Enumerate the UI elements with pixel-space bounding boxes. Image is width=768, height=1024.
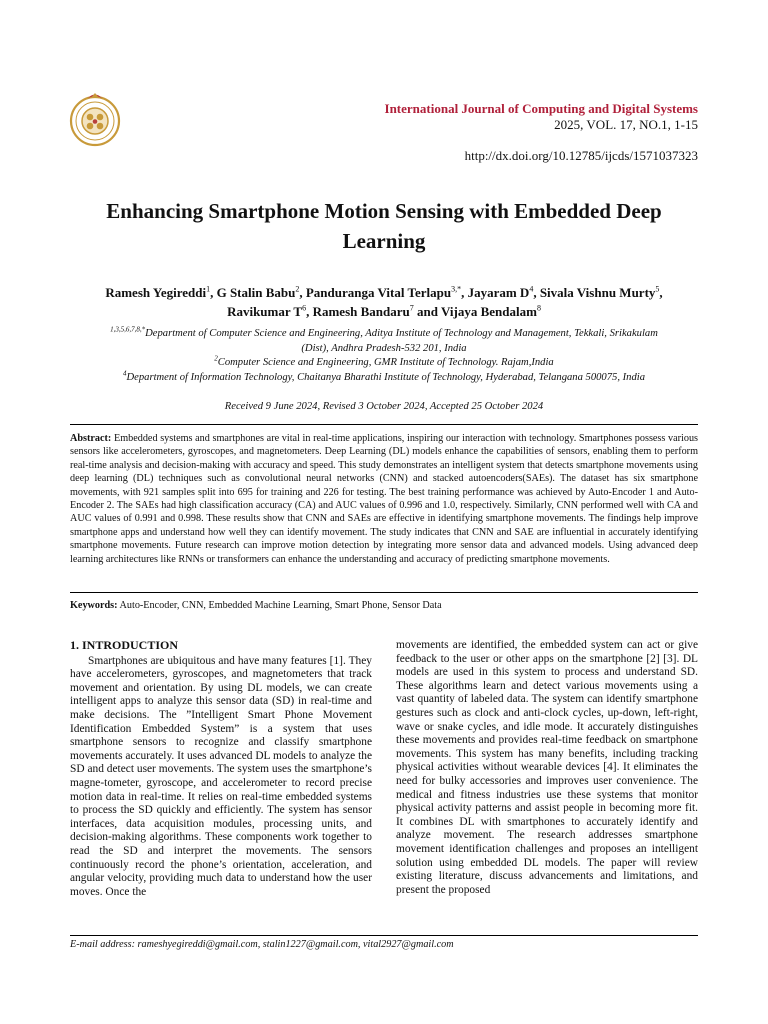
author-sup: 2 bbox=[295, 284, 300, 294]
affiliation-text: Department of Information Technology, Chaitanya Bharathi Institute of Technology, Hyderabad, Telangana 500075, India bbox=[126, 371, 645, 383]
email-footnote: E-mail address: rameshyegireddi@gmail.com, stalin1227@gmail.com, vital2927@gmail.com bbox=[70, 939, 454, 950]
author-sup: 1 bbox=[206, 284, 211, 294]
doi-link[interactable]: http://dx.doi.org/10.12785/ijcds/1571037323 bbox=[464, 148, 698, 163]
author-sup: 8 bbox=[536, 303, 541, 313]
column-right bbox=[396, 639, 698, 897]
abstract-text: Embedded systems and smartphones are vital in real-time applications, inspiring our interaction with technology. Smartphones possess various sensors like accelerometers, gyroscopes, and magnetometers. Deep Learning (DL) models enhance the capabilities of sensors, enabling them to perform real-time analysis and decision-making with accuracy and speed. This study demonstrates an intelligent system that detects smartphone movements using deep learning (DL) techniques such as convolutional neural networks (CNN) and stacked autoencoders(SAEs). The dataset has six smartphone movements, with 921 samples split into 695 for training and 226 for testing. The best training performance was achieved by Auto-Encoder 1 and Auto-Encoder 2. The SAEs had high classification accuracy (CA) and AUC values of 0.996 and 1.0, respectively. Similarly, CNN performed well with CA and AUC values of 0.991 and 0.998. These results show that CNN and SAEs are effective in identifying smartphone movements. The findings help improve smartphone apps and understand how well they can identify movement. The study indicates that CNN and SAE are influential in accurately identifying smartphone movements. Future research can improve motion detection by integrating more sensor data and advanced models. Using advanced deep learning architectures like RNNs or transformers can enhance the understanding and accuracy of predicting smartphone movements. bbox=[70, 433, 699, 565]
author-name: Jayaram D bbox=[467, 285, 530, 300]
keywords-text: Auto-Encoder, CNN, Embedded Machine Learning, Smart Phone, Sensor Data bbox=[119, 600, 442, 611]
journal-info bbox=[385, 101, 698, 133]
abstract-label: Abstract: bbox=[70, 433, 112, 444]
affiliation-1 bbox=[60, 327, 708, 342]
author-list bbox=[60, 283, 708, 321]
affiliations bbox=[60, 327, 708, 385]
intro-paragraph-left: Smartphones are ubiquitous and have many features [1]. They have accelerometers, gyroscopes, and magnetometers that track movement and orientation. By using DL models, we can create intelligent apps to analyze this sensor data (SD) in real-time and make decisions. The ”Intelligent Smart Phone Movement Identification Embedded System” is a system that uses smartphone sensors to recognize and classify smartphone movements accurately. It uses advanced DL models to analyze the SD and detect user movements. The system uses the smartphone’s magne-tometer, gyroscope, and accelerometer to record precise motion data in real-time. It relies on real-time embedded systems to process the SD quickly and efficiently. The system has sensor interfaces, data acquisition modules, processing units, and decision-making algorithms. These components work together to read the SD and interpret the movements. The sensors continuously record the phone’s orientation, acceleration, and angular velocity, providing much data to understand how the user moves. Once the bbox=[70, 654, 372, 898]
affiliation-text: Computer Science and Engineering, GMR Institute of Technology. Rajam,India bbox=[217, 357, 554, 368]
affiliation-sup: 1,3,5,6,7,8,* bbox=[110, 325, 146, 334]
intro-paragraph-right: movements are identified, the embedded system can act or give feedback to the user or other apps on the smartphone [2] [3]. DL models are used in this system to process and understand SD. These algorithms learn and detect various movements using a vast quantity of labeled data. The system can identify smartphone gestures such as clock and anti-clock cycles, up-down, left-right, wave or snake cycles, and idle mode. It accurately distinguishes these movements and provides real-time feedback on smartphone movements. This system has many benefits, including tracking physical activities without wearable devices [4]. It eliminates the need for bulky accessories and improves user convenience. The medical and fitness industries use these systems that monitor physical activity patterns and assist people in becoming more fit. It combines DL with smartphones to accurately identify and analyze movement. The research addresses smartphone movement identification challenges and proposes an intelligent solution using embedded DL models. The paper will review existing literature, discuss advancements and limitations, and present the proposed bbox=[396, 639, 698, 896]
author-line-1: Ramesh Yegireddi$^1$, G Stalin Babu$^2$, Panduranga Vital Terlapu$^{3,*}$, Jayaram $D^4$, Sivala Vishnu Murty$^5$, bbox=[105, 284, 663, 300]
author-sup: 3,* bbox=[451, 284, 462, 294]
affiliation-text: Department of Computer Science and Engineering, Aditya Institute of Technology and Management, Tekkali, Srikakulam bbox=[145, 328, 658, 339]
volume-info: 2025, VOL. 17, NO.1, 1-15 bbox=[554, 117, 698, 132]
author-name: Ramesh Bandaru bbox=[312, 304, 410, 319]
title-line-1: Enhancing Smartphone Motion Sensing with Embedded Deep bbox=[106, 199, 662, 223]
affiliation-sup: 4 bbox=[123, 368, 127, 377]
publication-dates: Received 9 June 2024, Revised 3 October 2024, Accepted 25 October 2024 bbox=[224, 401, 544, 412]
title-line-2: Learning bbox=[342, 229, 426, 253]
author-name: Ramesh Yegireddi bbox=[105, 285, 207, 300]
author-name: Ravikumar T bbox=[227, 304, 303, 319]
author-name: Sivala Vishnu Murty bbox=[539, 285, 656, 300]
author-sup: 5 bbox=[655, 284, 660, 294]
section-heading: 1. INTRODUCTION bbox=[70, 638, 179, 652]
journal-name: International Journal of Computing and Digital Systems bbox=[384, 101, 698, 116]
affiliation-2 bbox=[60, 356, 708, 371]
keywords bbox=[70, 600, 698, 611]
column-left bbox=[70, 639, 372, 899]
author-sup: 7 bbox=[409, 303, 414, 313]
paper-title bbox=[60, 196, 708, 256]
affiliation-1-cont: (Dist), Andhra Pradesh-532 201, India bbox=[301, 342, 467, 354]
journal-seal-icon bbox=[66, 90, 124, 148]
author-sup: 4 bbox=[529, 284, 534, 294]
abstract-bottom-rule bbox=[70, 592, 698, 593]
journal-header bbox=[66, 90, 698, 146]
affiliation-sup: 2 bbox=[214, 354, 218, 363]
abstract bbox=[70, 432, 698, 566]
affiliation-3 bbox=[60, 368, 708, 386]
author-sup: 6 bbox=[302, 303, 307, 313]
author-name: Vijaya Bendalam bbox=[440, 304, 537, 319]
footer-rule bbox=[70, 935, 698, 936]
author-name: G Stalin Babu bbox=[216, 285, 296, 300]
keywords-label: Keywords: bbox=[70, 600, 118, 611]
author-name: Panduranga Vital Terlapu bbox=[305, 285, 452, 300]
abstract-top-rule bbox=[70, 424, 698, 425]
author-line-2: Ravikumar $T^6$, Ramesh Bandaru$^7$ and Vijaya Bendalam$^8$ bbox=[227, 303, 541, 319]
